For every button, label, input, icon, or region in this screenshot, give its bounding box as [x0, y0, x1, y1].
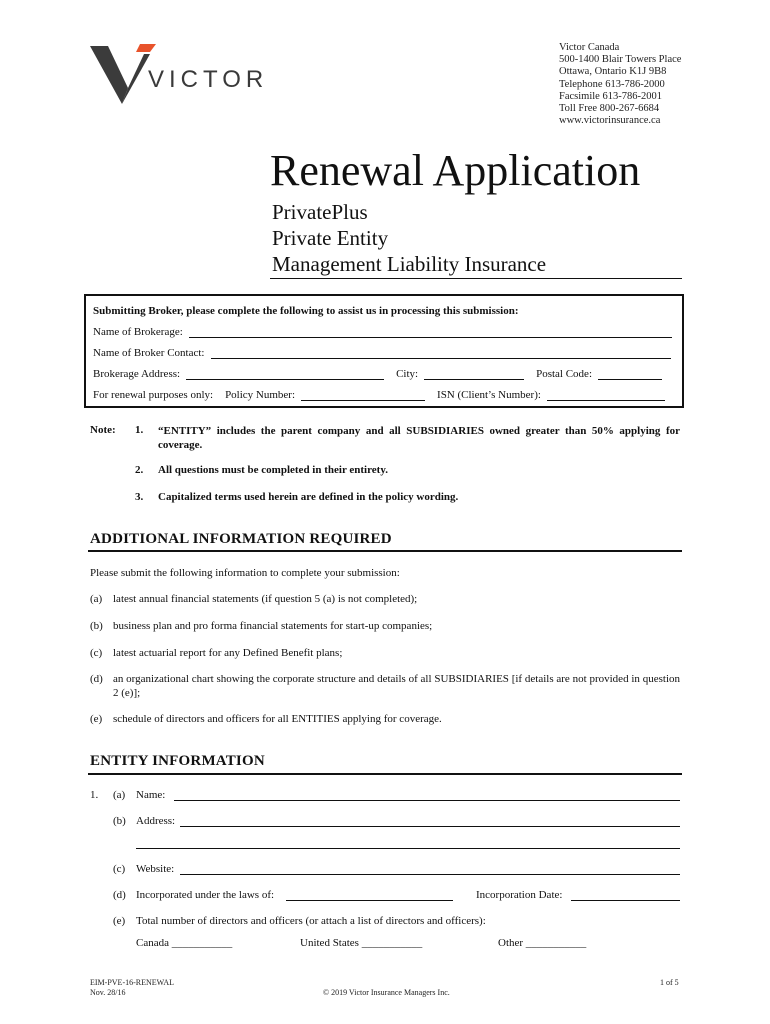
sub-label: (a) — [113, 789, 126, 801]
directors-label: Total number of directors and officers (or attach a list of directors and officers): — [136, 915, 486, 927]
footer-copyright: © 2019 Victor Insurance Managers Inc. — [323, 988, 450, 997]
policy-number-label: Policy Number: — [225, 389, 296, 401]
website-label: Website: — [136, 863, 175, 875]
list-item-text: an organizational chart showing the corporate structure and details of all SUBSIDIARIES [if details are not provided in question 2 (e)]; — [113, 673, 680, 699]
website-field[interactable] — [180, 874, 680, 875]
form-code: EIM-PVE-16-RENEWAL — [90, 978, 174, 987]
broker-info-box — [84, 294, 684, 408]
list-item — [90, 593, 680, 607]
renewal-row — [93, 389, 665, 401]
list-item-label: (a) — [90, 593, 103, 605]
isn-label: ISN (Client’s Number): — [437, 389, 541, 401]
list-item-text: business plan and pro forma financial statements for start-up companies; — [113, 620, 433, 632]
list-item — [90, 647, 680, 661]
list-item-text: latest actuarial report for any Defined Benefit plans; — [113, 647, 343, 659]
list-item-label: (d) — [90, 673, 103, 685]
address-field-line-2[interactable] — [136, 848, 680, 849]
address-field[interactable] — [180, 826, 680, 827]
postal-code-label: Postal Code: — [536, 368, 592, 380]
list-item — [90, 673, 680, 700]
name-label: Name: — [136, 789, 166, 801]
question-number: 1. — [90, 789, 99, 801]
sub-label: (d) — [113, 889, 126, 901]
note-text: “ENTITY” includes the parent company and all SUBSIDIARIES owned greater than 50% applying for coverage. — [158, 425, 680, 451]
section-divider — [88, 773, 682, 775]
list-item-label: (e) — [90, 713, 103, 725]
sub-label: (e) — [113, 915, 126, 927]
address-line: 500-1400 Blair Towers Place — [559, 54, 682, 66]
footer-form-code — [90, 978, 174, 998]
subtitle-coverage: Management Liability Insurance — [272, 252, 547, 276]
note-number: 2. — [135, 464, 144, 476]
additional-intro: Please submit the following information to complete your submission: — [90, 567, 400, 579]
address-line: Toll Free 800-267-6684 — [559, 103, 660, 115]
address-label: Address: — [136, 815, 176, 827]
company-address — [559, 42, 681, 127]
note-number: 1. — [135, 424, 144, 436]
list-item — [90, 713, 680, 727]
brokerage-name-label: Name of Brokerage: — [93, 326, 183, 338]
sub-label: (c) — [113, 863, 126, 875]
entity-info-heading: ENTITY INFORMATION — [90, 753, 265, 769]
postal-code-field[interactable] — [598, 369, 662, 380]
address-line: Facsimile 613-786-2001 — [559, 90, 662, 102]
incorporation-date-label: Incorporation Date: — [476, 889, 563, 901]
note-text: All questions must be completed in their entirety. — [158, 464, 388, 476]
form-date: Nov. 28/16 — [90, 988, 126, 997]
page-number: 1 of 5 — [660, 978, 679, 987]
victor-logo — [88, 40, 268, 110]
note-number: 3. — [135, 491, 144, 503]
address-line: Ottawa, Ontario K1J 9B8 — [559, 66, 667, 78]
broker-contact-row — [93, 347, 671, 359]
city-label: City: — [396, 368, 419, 380]
brokerage-name-row — [93, 326, 672, 338]
name-field[interactable] — [174, 800, 680, 801]
note-label: Note: — [90, 424, 116, 436]
subtitle-entity: Private Entity — [272, 226, 389, 250]
incorporation-date-field[interactable] — [571, 900, 680, 901]
city-field[interactable] — [424, 369, 524, 380]
canada-count-field[interactable]: Canada ___________ — [136, 937, 233, 949]
brokerage-name-field[interactable] — [189, 327, 672, 338]
brokerage-address-label: Brokerage Address: — [93, 368, 181, 380]
renewal-only-label: For renewal purposes only: — [93, 389, 214, 401]
broker-contact-label: Name of Broker Contact: — [93, 347, 205, 359]
list-item — [90, 620, 680, 634]
title-divider — [270, 278, 682, 279]
other-count-field[interactable]: Other ___________ — [498, 937, 587, 949]
policy-number-field[interactable] — [301, 390, 425, 401]
sub-label: (b) — [113, 815, 126, 827]
list-item-label: (b) — [90, 620, 103, 632]
list-item-text: schedule of directors and officers for all ENTITIES applying for coverage. — [113, 713, 442, 725]
us-count-field[interactable]: United States ___________ — [300, 937, 423, 949]
brokerage-address-field[interactable] — [186, 369, 384, 380]
address-line: Victor Canada — [559, 42, 620, 53]
logo-wordmark: VICTOR — [148, 66, 269, 93]
note-text: Capitalized terms used herein are defined in the policy wording. — [158, 491, 459, 503]
page-title: Renewal Application — [270, 146, 641, 195]
subtitle-product: PrivatePlus — [272, 200, 368, 224]
incorporated-field[interactable] — [286, 900, 453, 901]
address-line: Telephone 613-786-2000 — [559, 78, 665, 90]
additional-info-heading: ADDITIONAL INFORMATION REQUIRED — [90, 531, 392, 547]
isn-field[interactable] — [547, 390, 665, 401]
broker-box-heading: Submitting Broker, please complete the following to assist us in processing this submission: — [93, 305, 519, 317]
broker-contact-field[interactable] — [211, 348, 671, 359]
list-item-text: latest annual financial statements (if question 5 (a) is not completed); — [113, 593, 418, 605]
incorporated-label: Incorporated under the laws of: — [136, 889, 275, 901]
brokerage-address-row — [93, 368, 662, 380]
section-divider — [88, 550, 682, 552]
list-item-label: (c) — [90, 647, 103, 659]
website-link[interactable]: www.victorinsurance.ca — [559, 115, 661, 127]
